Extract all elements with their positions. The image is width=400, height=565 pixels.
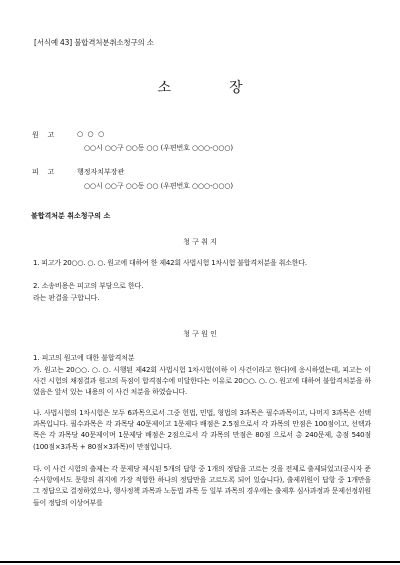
claim-item-1: 1. 피고가 20○○. ○. ○. 원고에 대하여 한 제42회 사법시험 1차시험 불합격처분을 취소한다. <box>33 259 307 267</box>
plaintiff-name: ○ ○ ○ <box>77 130 105 138</box>
case-name: 불합격처분 취소청구의 소 <box>31 212 111 220</box>
cause-paragraph-2: 나. 사법시험의 1차시험은 모두 6과목으로서 그중 헌법, 민법, 형법의 3과목은 필수과목이고, 나머지 3과목은 선택과목입니다. 필수과목은 각 과목당 40문제이고 1문제다 배점은 2.5점으로서 각 과목의 만점은 100점이고, 선택과목은 각 과목당 40문제이며 1문제당 배점은 2점으로서 각 과목의 만점은 80점 으로서 총 240문제, 총점 540점(100점×3과목 + 80점×3과목)이 만점입니다. <box>33 409 371 451</box>
title-char-2: 장 <box>229 80 243 96</box>
claim-conclusion: 라는 판결을 구합니다. <box>33 294 100 302</box>
defendant-name: 행정자치부장관 <box>77 168 125 176</box>
defendant-label: 피 고 <box>32 168 55 176</box>
plaintiff-address: ○○시 ○○구 ○○동 ○○ (우편번호 ○○○-○○○) <box>84 144 234 152</box>
title-char-1: 소 <box>157 80 171 96</box>
form-number: [서식예 43] 불합격처분취소청구의 소 <box>34 38 154 47</box>
defendant-address: ○○시 ○○구 ○○동 ○○ (우편번호 ○○○-○○○) <box>84 182 234 190</box>
plaintiff-label: 원 고 <box>32 131 55 139</box>
cause-paragraph-3: 다. 이 사건 시험의 출제는 각 문제당 제시된 5개의 답항 중 1개의 정답을 고르는 것을 전제로 출제되었고(공시자 준수사항에서도 문항의 취지에 가장 적합한 하나의 정답만을 고르도록 되어 있습니다), 출제위원이 답항 중 1개만을 그 정답으로 결정하였으나, 행사정책 과목과 노동법 과목 등 일부 과목의 경우에는 출제후 심사과정과 문제선정위원들이 정답의 이상여부를 <box>33 465 371 507</box>
cause-section-title: 1. 피고의 원고에 대한 불합격처분 <box>33 354 135 362</box>
bottom-rule <box>0 561 400 563</box>
claim-item-2: 2. 소송비용은 피고의 부담으로 한다. <box>33 282 144 290</box>
document-title <box>0 77 400 97</box>
cause-heading: 청 구 원 인 <box>183 330 217 338</box>
cause-paragraph-1: 가. 원고는 20○○. ○. ○. 시행된 제42회 사법시험 1차시험(이하 이 사건이라고 한다)에 응시하였는데, 피고는 이 사건 시험의 채점결과 원고의 득점이 합격점수에 미달한다는 이유로 20○○. ○. ○. 원고에 대하여 불합격처분을 하였음은 앞서 있는 내용의 이 사건 처분을 하였습니다. <box>33 366 371 397</box>
claim-heading: 청 구 취 지 <box>183 238 217 246</box>
